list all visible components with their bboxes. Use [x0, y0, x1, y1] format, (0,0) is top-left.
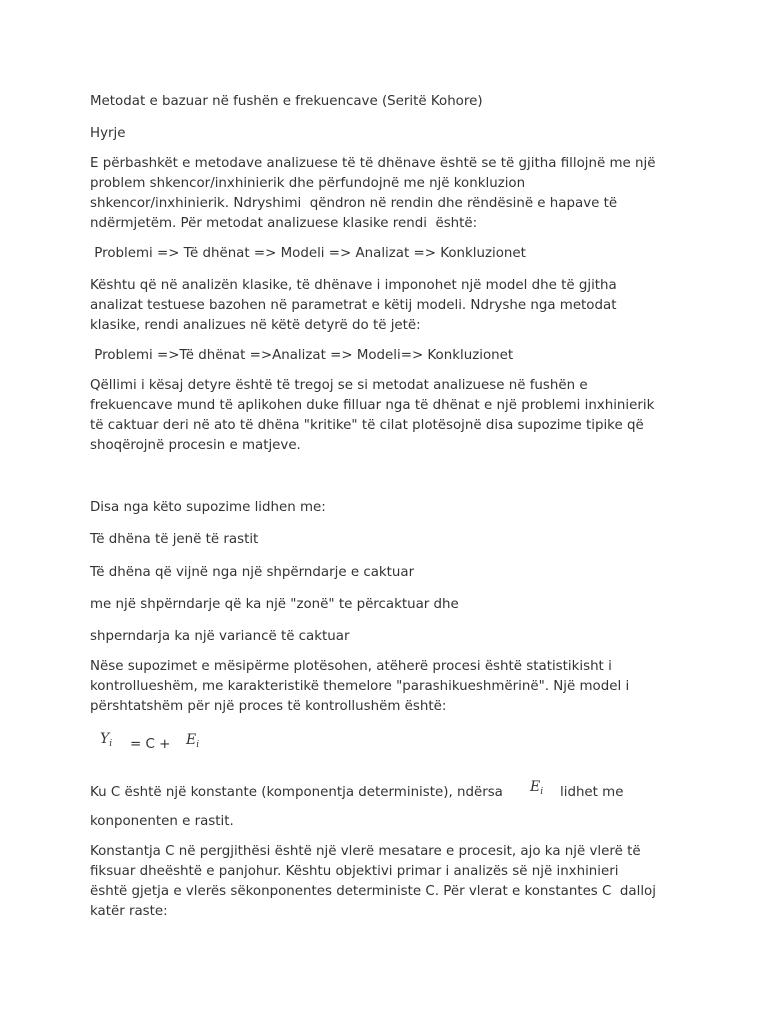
- task-flow: Problemi =>Të dhënat =>Analizat => Modeli=> Konkluzionet: [90, 348, 514, 363]
- paragraph-assumptions-intro: Disa nga këto supozime lidhen me:: [90, 500, 326, 515]
- paragraph-constant-c: Konstantja C në pergjithësi është një vlerë mesatare e procesit, ajo ka një vlerë të fiksuar dheështë e panjohur. Kështu objektivi primar i analizës së një inxhinieri është gjetja e vlerës sëkonponentes deterministe C. Për vlerat e konstantes C dalloj katër raste:: [90, 844, 656, 919]
- paragraph-model: Nëse supozimet e mësipërme plotësohen, atëherë procesi është statistikisht i kontrollueshëm, me karakteristikë themelore "parashikueshmërinë". Një model i përshtatshëm për një proces të kontrollushëm është:: [90, 659, 630, 714]
- equation-y: $Y_i$: [100, 731, 113, 749]
- paragraph-random-component: konponenten e rastit.: [90, 814, 234, 829]
- assumption-item: shperndarja ka një variancë të caktuar: [90, 629, 350, 644]
- classic-flow: Problemi => Të dhënat => Modeli => Analizat => Konkluzionet: [90, 246, 526, 261]
- inline-equation-e: $E_i$: [530, 779, 544, 797]
- paragraph-goal: Qëllimi i kësaj detyre është të tregoj se si metodat analizuese në fushën e frekuencave mund të aplikohen duke filluar nga të dhënat e një problemi inxhinierik të caktuar deri në ato të dhëna "kritike" të cilat plotësojnë disa supozime tipike që shoqërojnë procesin e matjeve.: [90, 378, 655, 453]
- document-title: Metodat e bazuar në fushën e frekuencave (Seritë Kohore): [90, 94, 483, 109]
- assumption-item: Të dhëna të jenë të rastit: [90, 532, 259, 547]
- section-heading: Hyrje: [90, 126, 126, 141]
- assumption-item: Të dhëna që vijnë nga një shpërndarje e caktuar: [90, 565, 415, 580]
- equation-e: $E_i$: [186, 732, 200, 750]
- paragraph-constant-end: lidhet me: [560, 785, 624, 800]
- paragraph-constant-start: Ku C është një konstante (komponentja deterministe), ndërsa: [90, 785, 503, 800]
- assumption-item: me një shpërndarje që ka një "zonë" te përcaktuar dhe: [90, 597, 459, 612]
- paragraph-classic: Kështu që në analizën klasike, të dhënave i imponohet një model dhe të gjitha analizat testuese bazohen në parametrat e këtij modeli. Ndryshe nga metodat klasike, rendi analizues në këtë detyrë do të jetë:: [90, 278, 617, 333]
- paragraph-intro: E përbashkët e metodave analizuese të të dhënave është se të gjitha fillojnë me një problem shkencor/inxhinierik dhe përfundojnë me një konkluzion shkencor/inxhinierik. Ndryshimi qëndron në rendin dhe rëndësinë e hapave të ndërmjetëm. Për metodat analizuese klasike rendi është:: [90, 156, 656, 231]
- equation-middle: = C +: [130, 737, 171, 752]
